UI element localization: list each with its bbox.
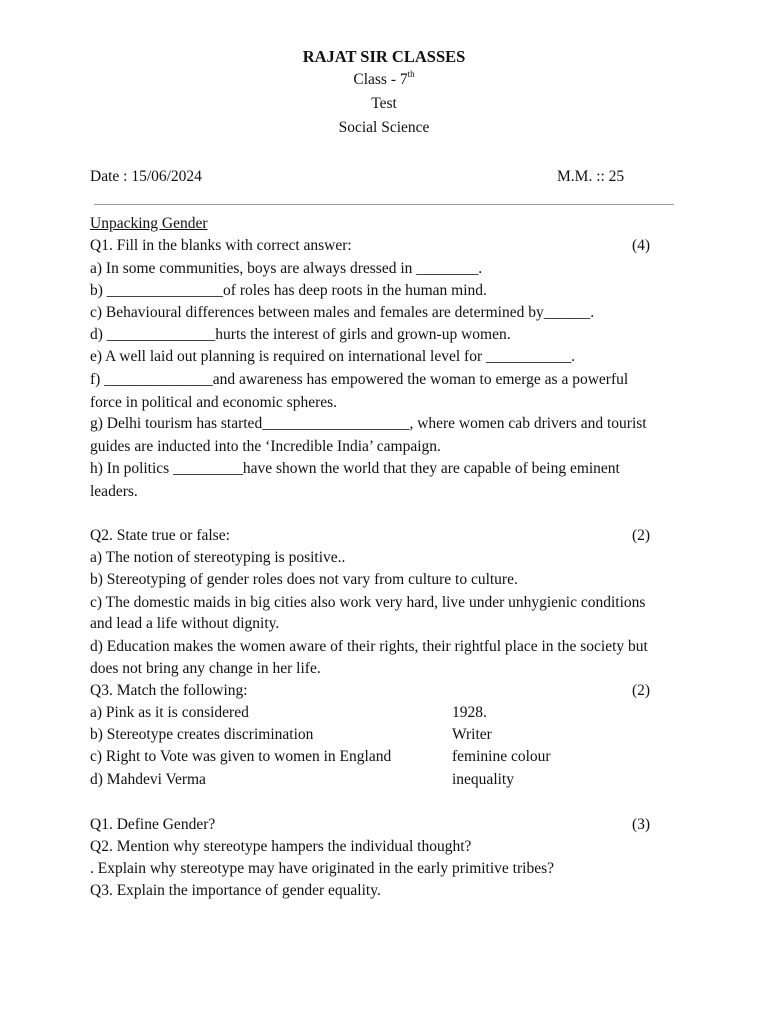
header-divider bbox=[94, 204, 674, 205]
match-left-item: d) Mahdevi Verma bbox=[90, 771, 206, 788]
chapter-title: Unpacking Gender bbox=[90, 215, 208, 232]
match-right-item: Writer bbox=[452, 726, 492, 743]
date-text: Date : 15/06/2024 bbox=[90, 168, 202, 185]
q1-line: g) Delhi tourism has started___________________, where women cab drivers and tourist bbox=[90, 415, 647, 432]
match-right-item: 1928. bbox=[452, 704, 487, 721]
q2-line: c) The domestic maids in big cities also work very hard, live under unhygienic conditions bbox=[90, 594, 646, 611]
q1-line: force in political and economic spheres. bbox=[90, 394, 338, 411]
q1-line: f) ______________and awareness has empowered the woman to emerge as a powerful bbox=[90, 371, 629, 388]
subject-label: Social Science bbox=[338, 119, 430, 136]
institute-title: RAJAT SIR CLASSES bbox=[302, 47, 466, 66]
q2-line: a) The notion of stereotyping is positive.. bbox=[90, 549, 346, 566]
q1-line: leaders. bbox=[90, 483, 138, 500]
q3-marks: (2) bbox=[632, 682, 651, 699]
q2-line: d) Education makes the women aware of their rights, their rightful place in the society but bbox=[90, 638, 648, 655]
short-question: . Explain why stereotype may have originated in the early primitive tribes? bbox=[90, 860, 554, 877]
short-question: Q1. Define Gender? bbox=[90, 816, 216, 833]
match-right-item: inequality bbox=[452, 771, 514, 788]
class-superscript: th bbox=[407, 69, 415, 79]
q1-marks: (4) bbox=[632, 237, 651, 254]
class-label bbox=[0, 71, 768, 89]
q2-marks: (2) bbox=[632, 527, 651, 544]
match-left-item: a) Pink as it is considered bbox=[90, 704, 249, 721]
match-left-item: b) Stereotype creates discrimination bbox=[90, 726, 314, 743]
max-marks-text: M.M. :: 25 bbox=[557, 168, 625, 185]
q1-line: d) ______________hurts the interest of girls and grown-up women. bbox=[90, 326, 511, 343]
q2-line: does not bring any change in her life. bbox=[90, 660, 321, 677]
match-right-item: feminine colour bbox=[452, 748, 551, 765]
q1-line: c) Behavioural differences between males and females are determined by______. bbox=[90, 304, 595, 321]
q1-line: a) In some communities, boys are always dressed in ________. bbox=[90, 260, 483, 277]
q2-line: b) Stereotyping of gender roles does not vary from culture to culture. bbox=[90, 571, 518, 588]
q1-line: h) In politics _________have shown the world that they are capable of being eminent bbox=[90, 460, 620, 477]
short-marks: (3) bbox=[632, 816, 651, 833]
test-label: Test bbox=[371, 95, 397, 112]
q1-line: guides are inducted into the ‘Incredible India’ campaign. bbox=[90, 438, 441, 455]
q3-prompt: Q3. Match the following: bbox=[90, 682, 248, 699]
class-text: Class - 7 bbox=[353, 71, 408, 88]
q1-prompt: Q1. Fill in the blanks with correct answer: bbox=[90, 237, 352, 254]
q1-line: b) _______________of roles has deep roots in the human mind. bbox=[90, 282, 487, 299]
short-question: Q3. Explain the importance of gender equality. bbox=[90, 882, 381, 899]
short-question: Q2. Mention why stereotype hampers the individual thought? bbox=[90, 838, 472, 855]
q1-line: e) A well laid out planning is required on international level for ___________. bbox=[90, 348, 576, 365]
match-left-item: c) Right to Vote was given to women in England bbox=[90, 748, 392, 765]
q2-prompt: Q2. State true or false: bbox=[90, 527, 230, 544]
q2-line: and lead a life without dignity. bbox=[90, 615, 280, 632]
